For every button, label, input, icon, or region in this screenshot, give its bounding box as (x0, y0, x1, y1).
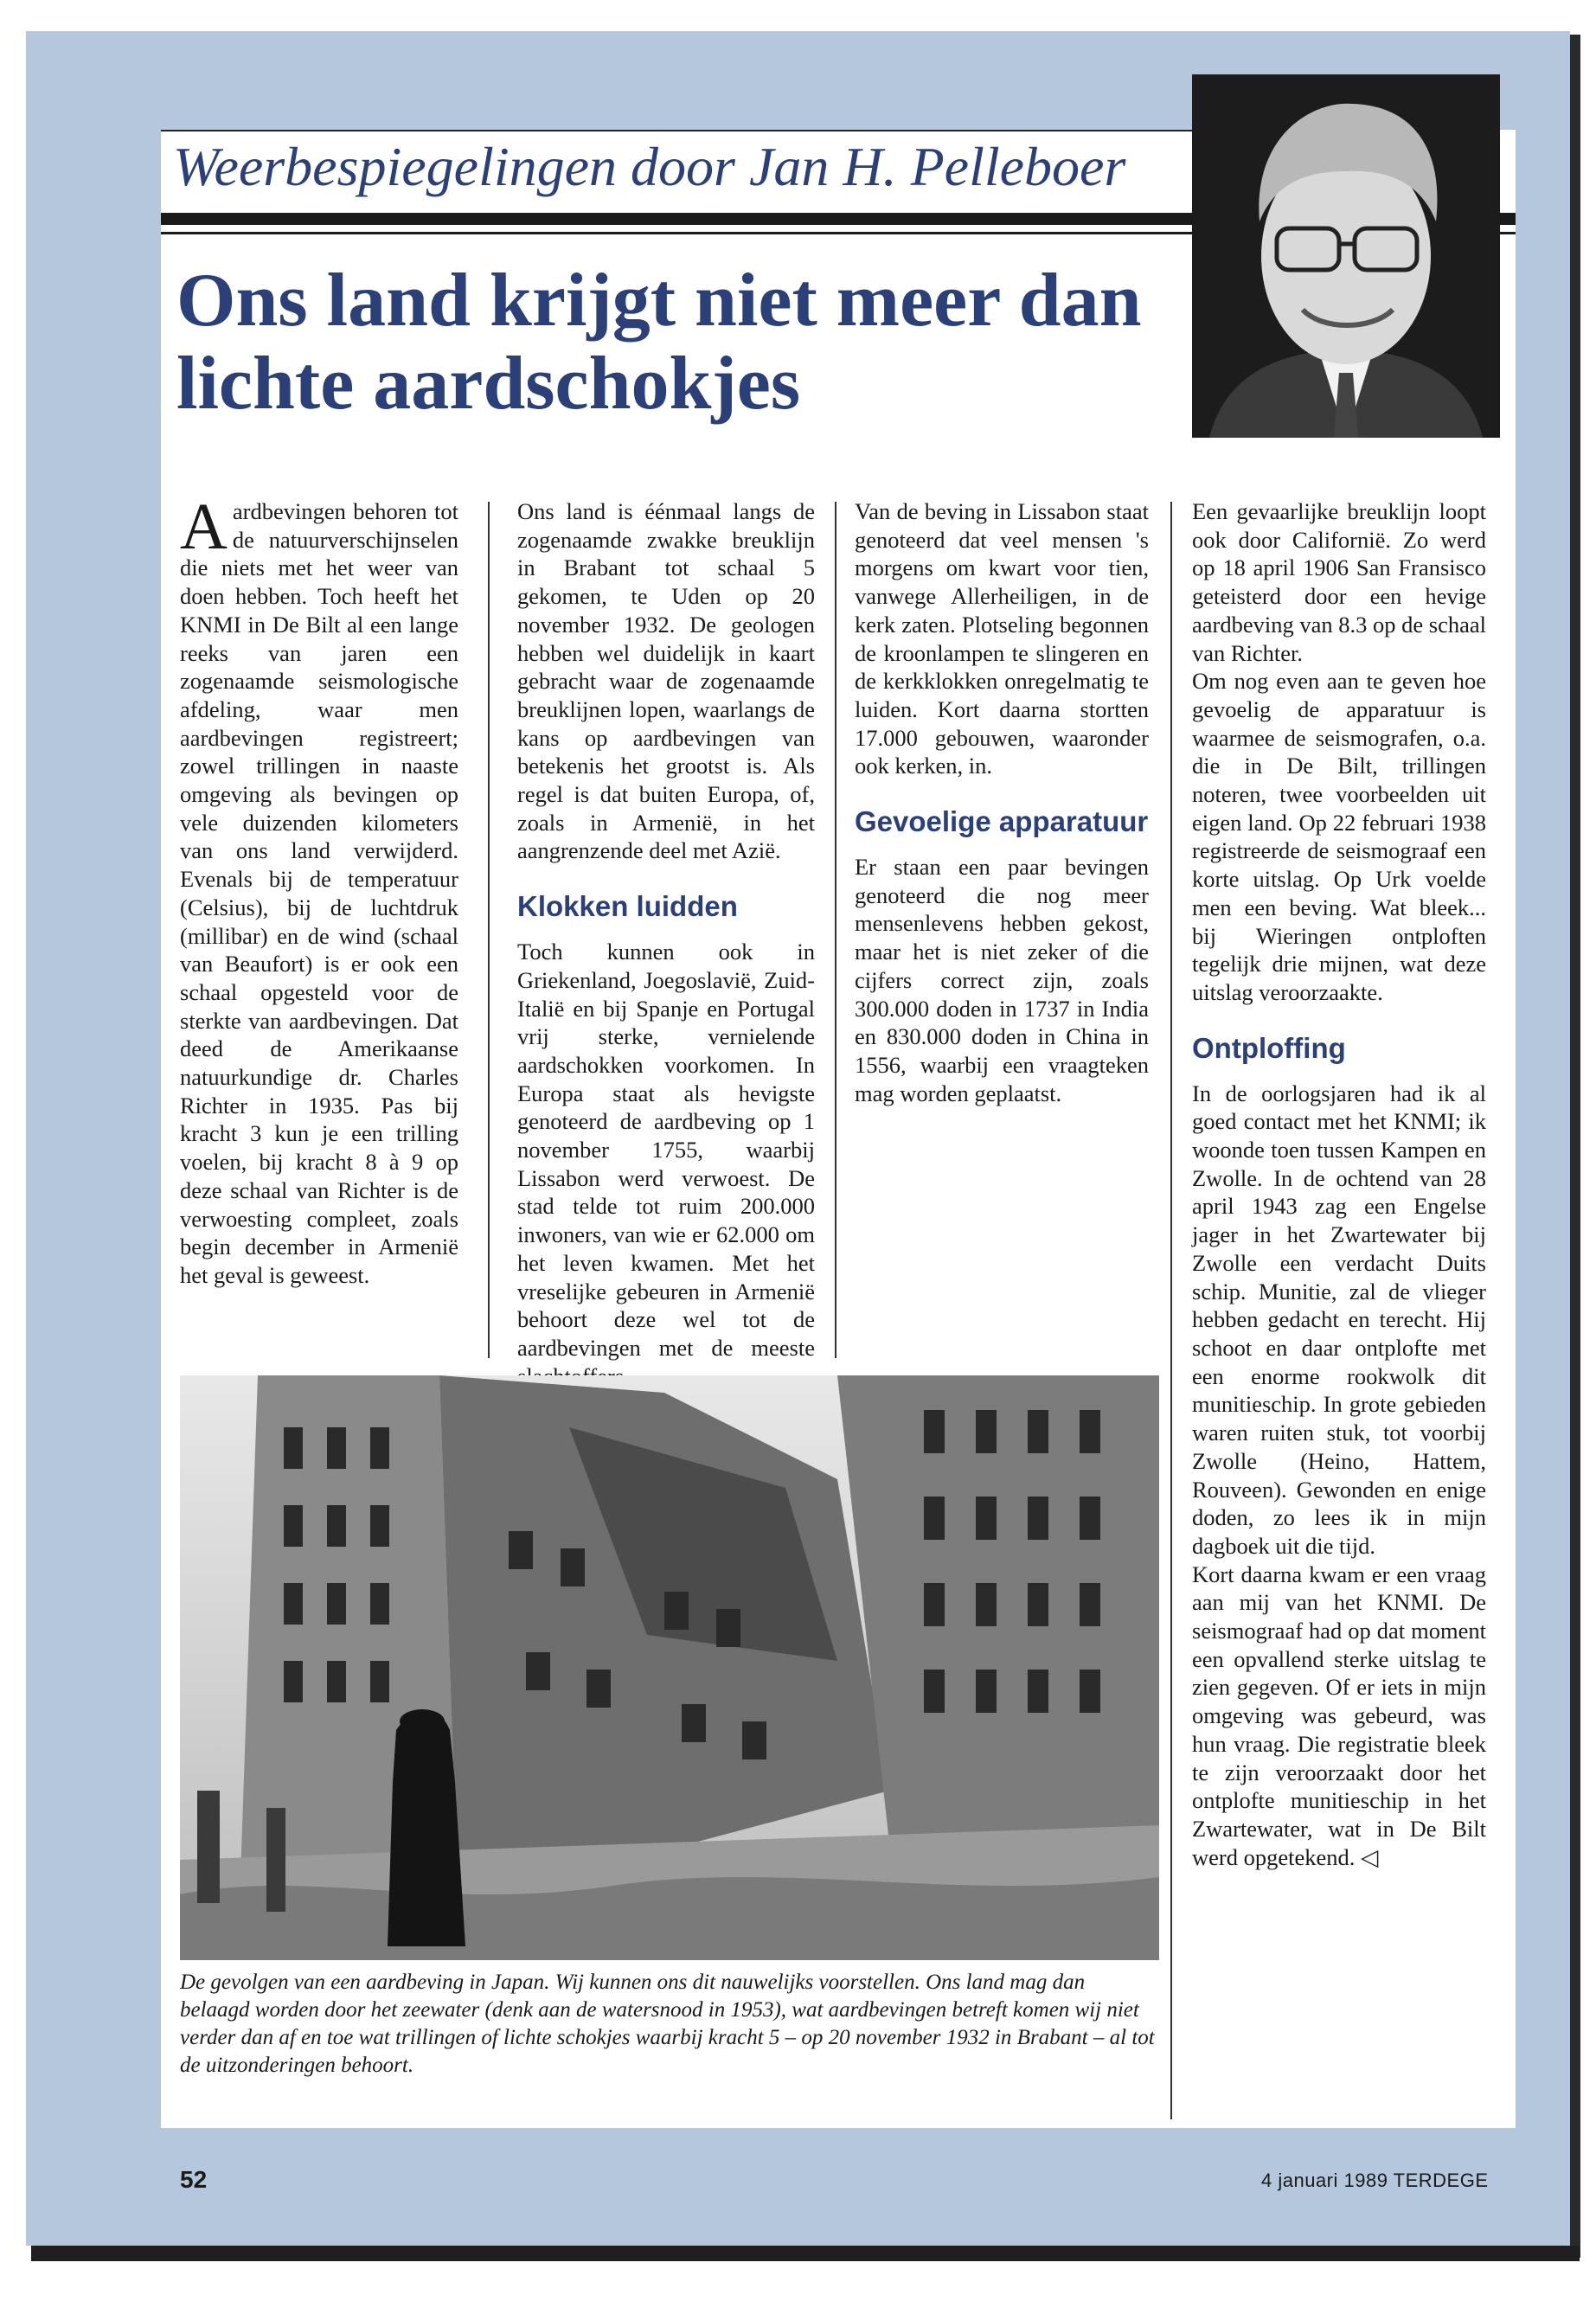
issue-dateline: 4 januari 1989 TERDEGE (1261, 2170, 1489, 2191)
page-shadow (1570, 35, 1580, 2258)
text-column-3 (855, 497, 1149, 1107)
paragraph: Toch kunnen ook in Griekenland, Joegoslavië, Zuid-Italië en bij Spanje en Portugal vrij sterke, vernielende aardschokken voorkomen. In Europa staat als hevigste genoteerd de aardbeving op 1 november 1755, waarbij Lissabon werd verwoest. De stad telde tot ruim 200.000 inwoners, van wie er 62.000 om het leven kwamen. Met het vreselijke gebeuren in Armenië behoort deze wel tot de aardbevingen met de meeste (517, 939, 815, 1361)
column-divider (488, 502, 490, 1358)
text-column-4 (1192, 497, 1486, 1871)
page-number: 52 (180, 2166, 208, 2193)
paragraph: Een gevaarlijke breuklijn loopt ook door Californië. Zo werd op 18 april 1906 San Fransisco geteisterd door een hevige aardbeving van 8.3 op de schaal van Richter. (1192, 498, 1486, 666)
paragraph: Om nog even aan te geven hoe gevoelig de apparatuur is waarmee de seismografen, o.a. die in De Bilt, trillingen noteren, twee voorbeelden uit eigen land. Op 22 februari 1938 registreerde de seismograaf een korte uitslag. Op Urk voelde men een beving. Wat bleek... bij Wieringen ontploften tegelijk drie mijnen, wat deze uitslag veroorzaakte. (1192, 668, 1486, 1005)
headline: Ons land krijgt niet meer dan lichte aardschokjes (176, 259, 1142, 426)
column-divider (1170, 502, 1172, 2119)
paragraph: Van de beving in Lissabon staat genoteerd dat veel mensen 's morgens om kwart voor tien, vanwege Allerheiligen, in de kerk zaten. Plotseling begonnen de kroonlampen te slingeren en de kerkklokken onregelmatig te luiden. Kort daarna stortten 17.000 gebouwen, waaronder ook kerken, in. (855, 498, 1149, 779)
paragraph: ardbevingen behoren tot de natuurverschijnselen die niets met het weer van doen hebben. Toch heeft het KNMI in De Bilt al een lange reeks van jaren een zogenaamde seismologische afdeling, waar men aardbevingen registreert; zowel trillingen in naaste omgeving als bevingen op vele duizenden kilometers van ons land verwijderd. Evenals bij de temperatuur (Celsius), bij de luchtdruk (millibar) en de wind (schaal van Beaufort) is er ook een schaal opgesteld voor de sterkte van aardbevingen. Dat deed de Amerikaanse natuurkundige dr. Charles Richter in 1935. Pas bij kracht 3 kun je een trilling voelen, bij kracht 8 à 9 op deze schaal van Richter is de verwoesting compleet, zoals begin december in Armenië het geval is geweest. (180, 498, 458, 1288)
photo-caption: De gevolgen van een aardbeving in Japan. Wij kunnen ons dit nauwelijks voorstellen. Ons land mag dan belaagd worden door het zeewater (denk aan de watersnood in 1953), wat aardbevingen betreft komen wij niet verder dan af en toe wat trillingen of lichte schokjes waarbij kracht 5 – op 20 november 1932 in Brabant – al tot de uitzonderingen behoort. (180, 1971, 1155, 2077)
subheading: Ontploffing (1192, 1031, 1346, 1064)
paragraph: Er staan een paar bevingen genoteerd die nog meer mensenlevens hebben gekost, maar het is niet zeker of die cijfers correct zijn, zoals 300.000 doden in 1737 in India en 830.000 doden in China in 1556, waarbij een vraagteken mag worden geplaatst. (855, 854, 1149, 1106)
author-portrait (1192, 74, 1500, 438)
column-divider (835, 502, 836, 1358)
earthquake-photo (180, 1375, 1159, 1960)
text-column-1 (180, 490, 458, 1290)
page-shadow-bottom (31, 2246, 1580, 2261)
paragraph: Kort daarna kwam er een vraag aan mij van het KNMI. De seismograaf had op dat moment een opvallend sterke uitslag te zien gegeven. Of er iets in mijn omgeving was gebeurd, was hun vraag. Die registratie bleek te zijn veroorzaakt door het ontplofte munitieschip in het Zwartewater, wat in De Bilt werd opgetekend. ◁ (1192, 1561, 1486, 1870)
paragraph: Ons land is éénmaal langs de zogenaamde zwakke breuklijn in Brabant tot schaal 5 gekomen, te Uden op 20 november 1932. De geologen hebben wel duidelijk in kaart gebracht waar de zogenaamde breuklijnen lopen, waarlangs de kans op aardbevingen van betekenis het grootst is. Als regel is dat buiten Europa, of, zoals in Armenië, in het aangrenzende deel met Azië. (517, 498, 815, 864)
drop-cap: A (180, 490, 228, 563)
subheading: Gevoelige apparatuur (855, 805, 1149, 838)
subheading: Klokken luidden (517, 890, 738, 923)
text-column-2 (517, 497, 815, 1390)
paragraph: In de oorlogsjaren had ik al goed contact met het KNMI; ik woonde toen tussen Kampen en Zwolle. In de ochtend van 28 april 1943 zag een Engelse jager in het Zwartewater bij Zwolle een verdacht Duits schip. Munitie, zal de vlieger hebben gedacht en terecht. Hij schoot en daar ontplofte met een enorme rookwolk dit munitieschip. In grote gebieden waren ruiten stuk, tot voorbij Zwolle (Heino, Hattem, Rouveen). Gewonden en enige doden, zo lees ik in mijn dagboek uit die tijd. (1192, 1080, 1486, 1559)
column-kicker: Weerbespiegelingen door Jan H. Pelleboer (173, 136, 1126, 197)
